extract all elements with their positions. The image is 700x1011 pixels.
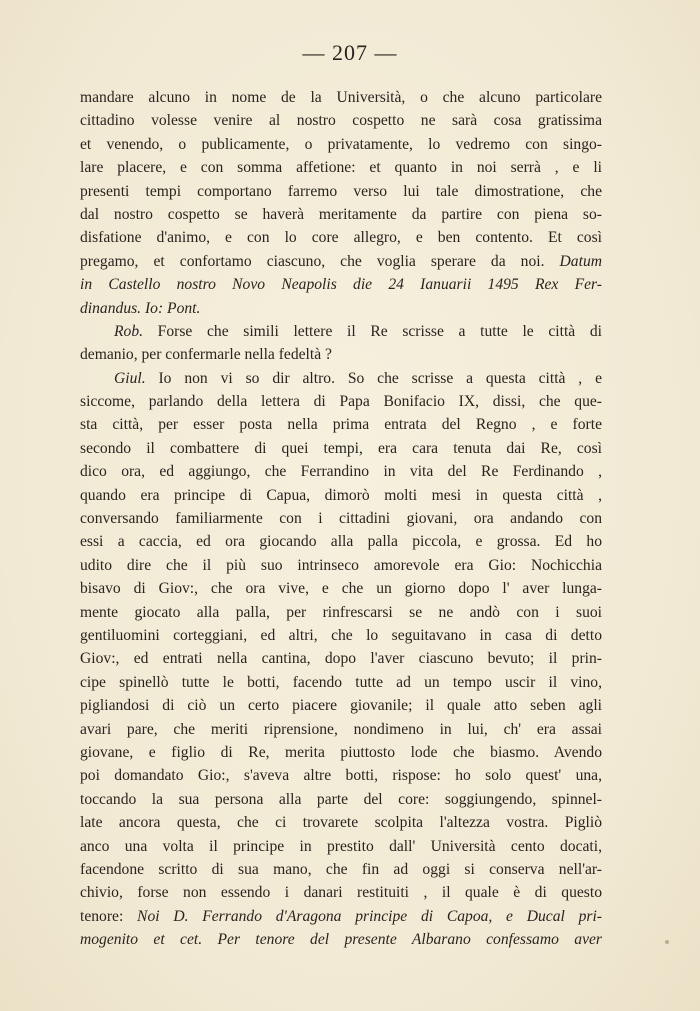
text-line (80, 367, 602, 390)
text-line (80, 671, 602, 694)
page-number: — 207 — (302, 40, 398, 65)
text-segment: udito dire che il più suo intrinseco amorevole era Gio: Nochicchia (80, 556, 602, 574)
text-segment: pigliandosi di ciò un certo piacere giovanile; il quale atto seben agli (80, 697, 602, 715)
italic-segment: dinandus. Io: Pont. (80, 299, 201, 317)
text-segment: poi domandato Gio:, s'aveva altre botti, rispose: ho solo quest' una, (80, 767, 602, 785)
text-line (80, 811, 602, 834)
body-text (80, 86, 602, 951)
text-line (80, 647, 602, 670)
text-line (80, 203, 602, 226)
text-line (80, 718, 602, 741)
italic-segment: Noi D. Ferrando d'Aragona principe di Capoa, e Ducal pri- (137, 907, 602, 925)
text-line (80, 624, 602, 647)
text-segment: mandare alcuno in nome de la Università, o che alcuno particolare (80, 89, 602, 106)
text-segment: quando era principe di Capua, dimorò molti mesi in questa città , (80, 486, 602, 504)
text-segment: Giov:, ed entrati nella cantina, dopo l'aver ciascuno bevuto; il prin- (80, 650, 602, 668)
text-line (80, 577, 602, 600)
text-line (80, 180, 602, 203)
text-segment: late ancora questa, che ci trovarete scolpita l'altezza vostra. Pigliò (80, 814, 602, 832)
text-line (80, 86, 602, 109)
text-line (80, 320, 602, 343)
text-line (80, 905, 602, 928)
text-line (80, 413, 602, 436)
text-line (80, 343, 602, 366)
text-line (80, 273, 602, 296)
text-line (80, 554, 602, 577)
text-line (80, 507, 602, 530)
text-segment: essi a caccia, ed ora giocando alla palla piccola, e grossa. Ed ho (80, 533, 602, 551)
text-line (80, 694, 602, 717)
text-line (80, 484, 602, 507)
text-segment: cittadino volesse venire al nostro cospetto ne sarà cosa gratissima (80, 112, 602, 130)
text-line (80, 764, 602, 787)
text-segment: disfatione d'animo, e con lo core allegro, e ben contento. Et così (80, 229, 602, 247)
text-line (80, 788, 602, 811)
text-line (80, 601, 602, 624)
text-segment: Forse che simili lettere il Re scrisse a tutte le città di (143, 322, 602, 340)
text-segment: sta città, per esser posta nella prima entrata del Regno , e forte (80, 416, 602, 434)
text-segment: dico ora, ed aggiungo, che Ferrandino in vita del Re Ferdinando , (80, 463, 602, 481)
text-segment: pregamo, et confortamo ciascuno, che voglia sperare da noi. (80, 252, 560, 270)
italic-segment: Rob. (114, 322, 144, 340)
text-segment: dal nostro cospetto se haverà meritamente da partire con piena so- (80, 205, 602, 223)
text-line (80, 741, 602, 764)
italic-segment: Datum (559, 252, 602, 270)
text-segment: conversando familiarmente con i cittadini giovani, ora andando con (80, 510, 602, 528)
text-line (80, 390, 602, 413)
text-segment: demanio, per confermarle nella fedeltà ? (80, 346, 332, 364)
text-line (80, 156, 602, 179)
text-segment: mente giocato alla palla, per rinfrescarsi se ne andò con i suoi (80, 603, 602, 621)
text-line (80, 133, 602, 156)
text-line (80, 835, 602, 858)
text-segment: presenti tempi comportano farremo verso lui tale dimostratione, che (80, 182, 602, 200)
text-line (80, 250, 602, 273)
text-segment: gentiluomini corteggiani, ed altri, che lo seguitavano in casa di detto (80, 626, 602, 644)
text-line (80, 460, 602, 483)
text-line (80, 226, 602, 249)
text-segment: cipe spinellò tutte le botti, facendo tutte ad un tempo uscir il vino, (80, 673, 602, 691)
text-segment: avari pare, che meriti riprensione, nondimeno in lui, ch' era assai (80, 720, 602, 738)
text-line (80, 858, 602, 881)
text-segment: secondo il combattere di quei tempi, era cara tenuta dai Re, così (80, 439, 602, 457)
italic-segment: Giul. (114, 369, 146, 387)
text-line (80, 881, 602, 904)
italic-segment: mogenito et cet. Per tenore del presente Albarano confessamo aver (80, 931, 602, 949)
text-line (80, 297, 602, 320)
text-segment: siccome, parlando della lettera di Papa Bonifacio IX, dissi, che que- (80, 393, 602, 411)
text-line (80, 109, 602, 132)
text-segment: tenore: (80, 907, 138, 925)
text-segment: et venendo, o publicamente, o privatamente, lo vedremo con singo- (80, 135, 602, 153)
paper-speck (665, 940, 669, 944)
text-segment: bisavo di Giov:, che ora vive, e che un giorno dopo l' aver lunga- (80, 580, 602, 598)
text-segment: anco una volta il principe in prestito dall' Università cento docati, (80, 837, 602, 855)
text-line (80, 530, 602, 553)
text-line (80, 437, 602, 460)
text-segment: Io non vi so dir altro. So che scrisse a questa città , e (145, 369, 602, 387)
text-segment: chivio, forse non essendo i danari restituiti , il quale è di questo (80, 884, 602, 902)
text-segment: giovane, e figlio di Re, merita piuttosto lode che biasmo. Avendo (80, 743, 602, 761)
text-segment: lare placere, e con somma affetione: et quanto in noi serrà , e li (80, 159, 602, 177)
text-segment: facendone scritto di sua mano, che fin ad oggi si conserva nell'ar- (80, 860, 602, 878)
italic-segment: in Castello nostro Novo Neapolis die 24 Ianuarii 1495 Rex Fer- (80, 276, 602, 294)
text-line (80, 928, 602, 951)
text-segment: toccando la sua persona alla parte del core: soggiungendo, spinnel- (80, 790, 602, 808)
